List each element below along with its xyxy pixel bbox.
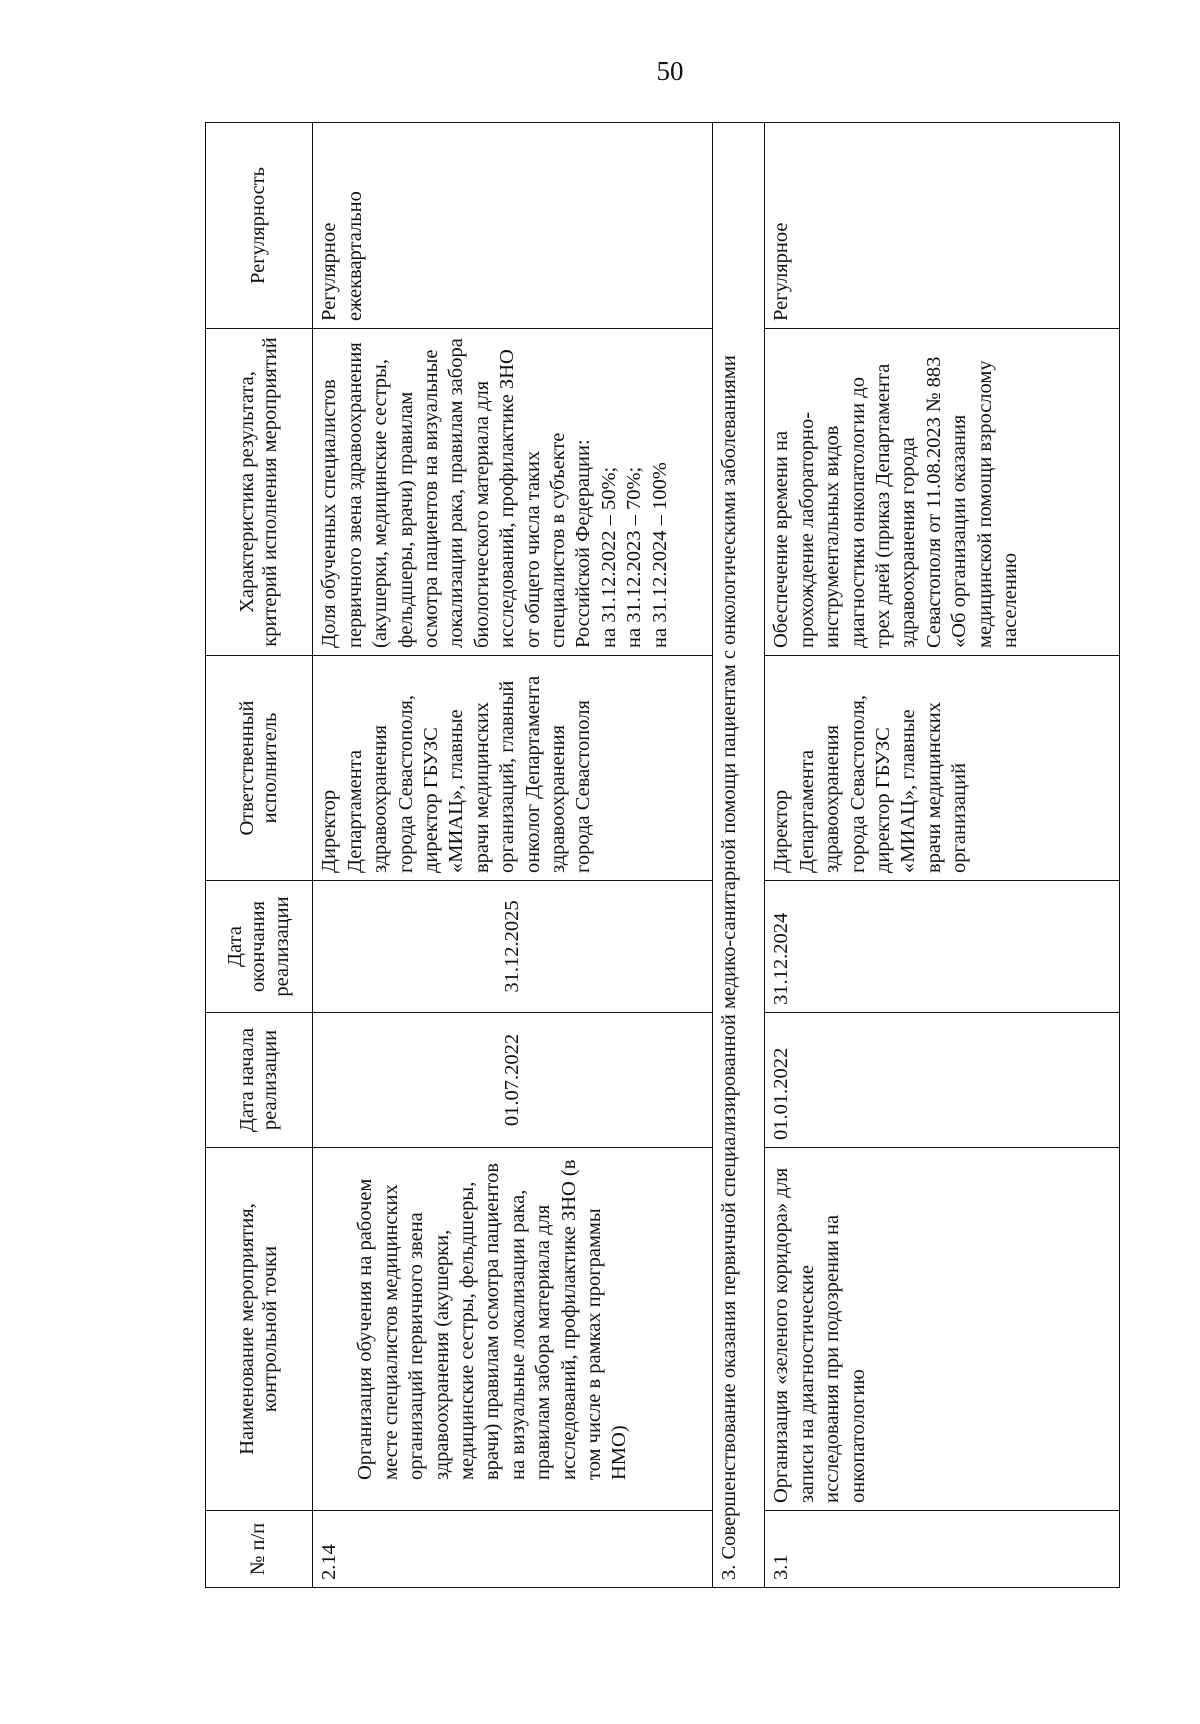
row-2-14-name [313,1148,713,1511]
header-name: Наименование мероприятия, контрольной точки [206,1148,313,1511]
plan-table [205,122,1120,1588]
criteria-target-2023: на 31.12.2023 – 70%; [623,466,646,648]
row-2-14-criteria-text: Доля обученных специалистов первичного звена здравоохранения (акушерки, медицинские сестры, фельдшеры, врачи) правилам осмотра пациентов на визуальные локализации рака, правилам забора биологического материала для исследований, профилактике ЗНО от общего числа таких специалистов в субъекте Российской Федерации: [318,338,595,648]
row-3-1-start: 01.01.2022 [765,1013,1120,1148]
row-3-1-responsible: Директор Департамента здравоохранения города Севастополя, директор ГБУЗС «МИАЦ», главные врачи медицинских организаций [765,656,1120,881]
header-criteria: Характеристика результата, критерий исполнения мероприятий [206,329,313,656]
row-2-14-criteria [313,329,713,656]
section-row [713,123,765,1588]
header-num: № п/п [206,1511,313,1588]
row-3-1-end: 31.12.2024 [765,881,1120,1013]
row-3-1-num: 3.1 [765,1511,1120,1588]
criteria-target-2022: на 31.12.2022 – 50%; [597,466,620,648]
rotated-table-container [205,123,1120,1588]
row-3-1-name: Организация «зеленого коридора» для записи на диагностические исследования при подозрении на онкопатологию [765,1148,1120,1511]
criteria-target-2024: на 31.12.2024 – 100% [648,462,671,648]
row-2-14-end: 31.12.2025 [313,881,713,1013]
row-3-1-criteria: Обеспечение времени на прохождение лабораторно-инструментальных видов диагностики онкопатологии до трех дней (приказ Департамента здравоохранения города Севастополя от 11.08.2023 № 883 «Об организации оказания медицинской помощи взрослому населению [765,329,1120,656]
table-row [765,123,1120,1588]
row-2-14-name-text: Организация обучения на рабочем месте специалистов медицинских организаций первичного звена здравоохранения (акушерки, медицинские сестры, фельдшеры, врачи) правилам осмотра пациентов на визуальные локализации рака, правилам забора материала для исследований, профилактике ЗНО (в том числе в рамках программы НМО) [354,1159,631,1480]
table-row [313,123,713,1588]
header-responsible: Ответственный исполнитель [206,656,313,881]
row-2-14-regularity: Регулярное ежеквартально [313,123,713,329]
row-2-14-start: 01.07.2022 [313,1013,713,1148]
row-3-1-regularity: Регулярное [765,123,1120,329]
header-start: Дата начала реализации [206,1013,313,1148]
section-3-title: 3. Совершенствование оказания первичной специализированной медико-санитарной помощи пациентам с онкологическими заболеваниями [713,123,765,1588]
header-regularity: Регулярность [206,123,313,329]
page-number: 50 [656,56,684,86]
table-header-row [206,123,313,1588]
header-end: Дата окончания реализации [206,881,313,1013]
row-2-14-num: 2.14 [313,1511,713,1588]
row-2-14-responsible: Директор Департамента здравоохранения города Севастополя, директор ГБУЗС «МИАЦ», главные врачи медицинских организаций, главный онколог Департамента здравоохранения города Севастополя [313,656,713,881]
